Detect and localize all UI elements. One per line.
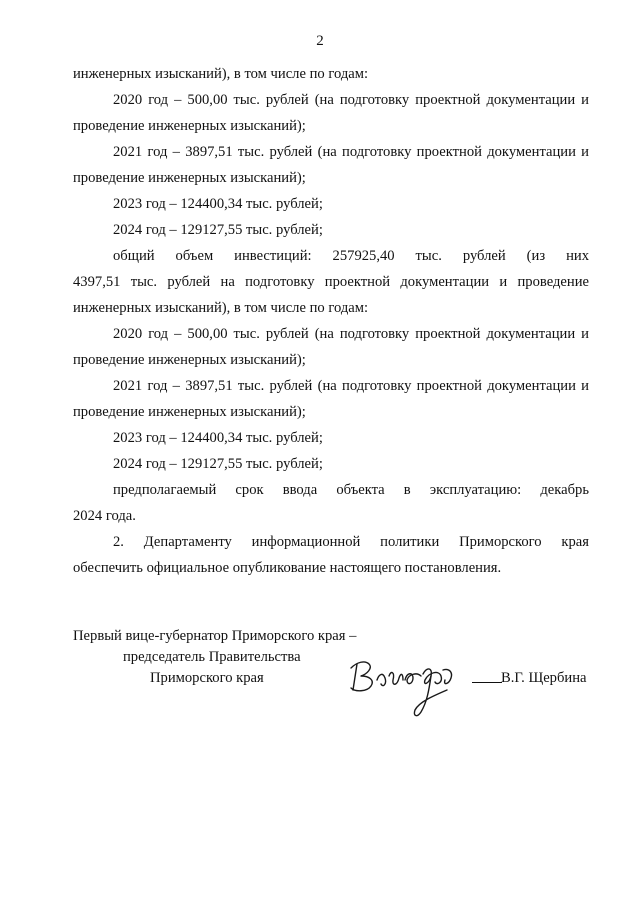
text-line: 2020 год – 500,00 тыс. рублей (на подготовку проектной документации и	[113, 326, 589, 342]
signatory-name: В.Г. Щербина	[501, 670, 587, 686]
paragraph-2020-design-b	[73, 321, 589, 373]
handwritten-signature	[343, 646, 473, 726]
text-line: общий объем инвестиций: 257925,40 тыс. рублей (из них	[113, 248, 589, 264]
text-line: 4397,51 тыс. рублей на подготовку проектной документации и проведение	[73, 274, 589, 290]
text-line: проведение инженерных изысканий);	[73, 404, 306, 420]
paragraph-total-investment	[73, 243, 589, 321]
text-line: 2024 года.	[73, 508, 136, 524]
text-line: обеспечить официальное опубликование настоящего постановления.	[73, 560, 502, 576]
paragraph-2020-design	[73, 87, 589, 139]
text-line: проведение инженерных изысканий);	[73, 118, 306, 134]
text-line: 2021 год – 3897,51 тыс. рублей (на подготовку проектной документации и	[113, 144, 589, 160]
text-line: инженерных изысканий), в том числе по годам:	[73, 300, 369, 316]
signatory-title-line: Приморского края	[150, 670, 264, 686]
paragraph-publication	[73, 529, 589, 581]
signatory-title-line: Первый вице-губернатор Приморского края –	[73, 628, 357, 644]
paragraph-2023-b	[73, 425, 589, 451]
paragraph-2021-design-b	[73, 373, 589, 425]
paragraph-2023	[73, 191, 589, 217]
text-line: 2020 год – 500,00 тыс. рублей (на подготовку проектной документации и	[113, 92, 589, 108]
text-line: 2023 год – 124400,34 тыс. рублей;	[113, 430, 323, 446]
document-body	[73, 61, 589, 581]
text-line: проведение инженерных изысканий);	[73, 352, 306, 368]
signatory-title-line: председатель Правительства	[123, 649, 301, 665]
text-line: инженерных изысканий), в том числе по годам:	[73, 66, 369, 82]
page-number: 2	[316, 33, 324, 49]
paragraph-2024	[73, 217, 589, 243]
paragraph-2024-b	[73, 451, 589, 477]
paragraph-2021-design	[73, 139, 589, 191]
text-line: 2024 год – 129127,55 тыс. рублей;	[113, 456, 323, 472]
text-line: проведение инженерных изысканий);	[73, 170, 306, 186]
text-line: 2. Департаменту информационной политики Приморского края	[113, 534, 589, 550]
paragraph-commissioning-date	[73, 477, 589, 529]
paragraph-continuation	[73, 61, 589, 87]
signature-block	[73, 626, 593, 746]
text-line: предполагаемый срок ввода объекта в эксплуатацию: декабрь	[113, 482, 589, 498]
signature-dash	[472, 682, 502, 683]
text-line: 2021 год – 3897,51 тыс. рублей (на подготовку проектной документации и	[113, 378, 589, 394]
text-line: 2023 год – 124400,34 тыс. рублей;	[113, 196, 323, 212]
text-line: 2024 год – 129127,55 тыс. рублей;	[113, 222, 323, 238]
